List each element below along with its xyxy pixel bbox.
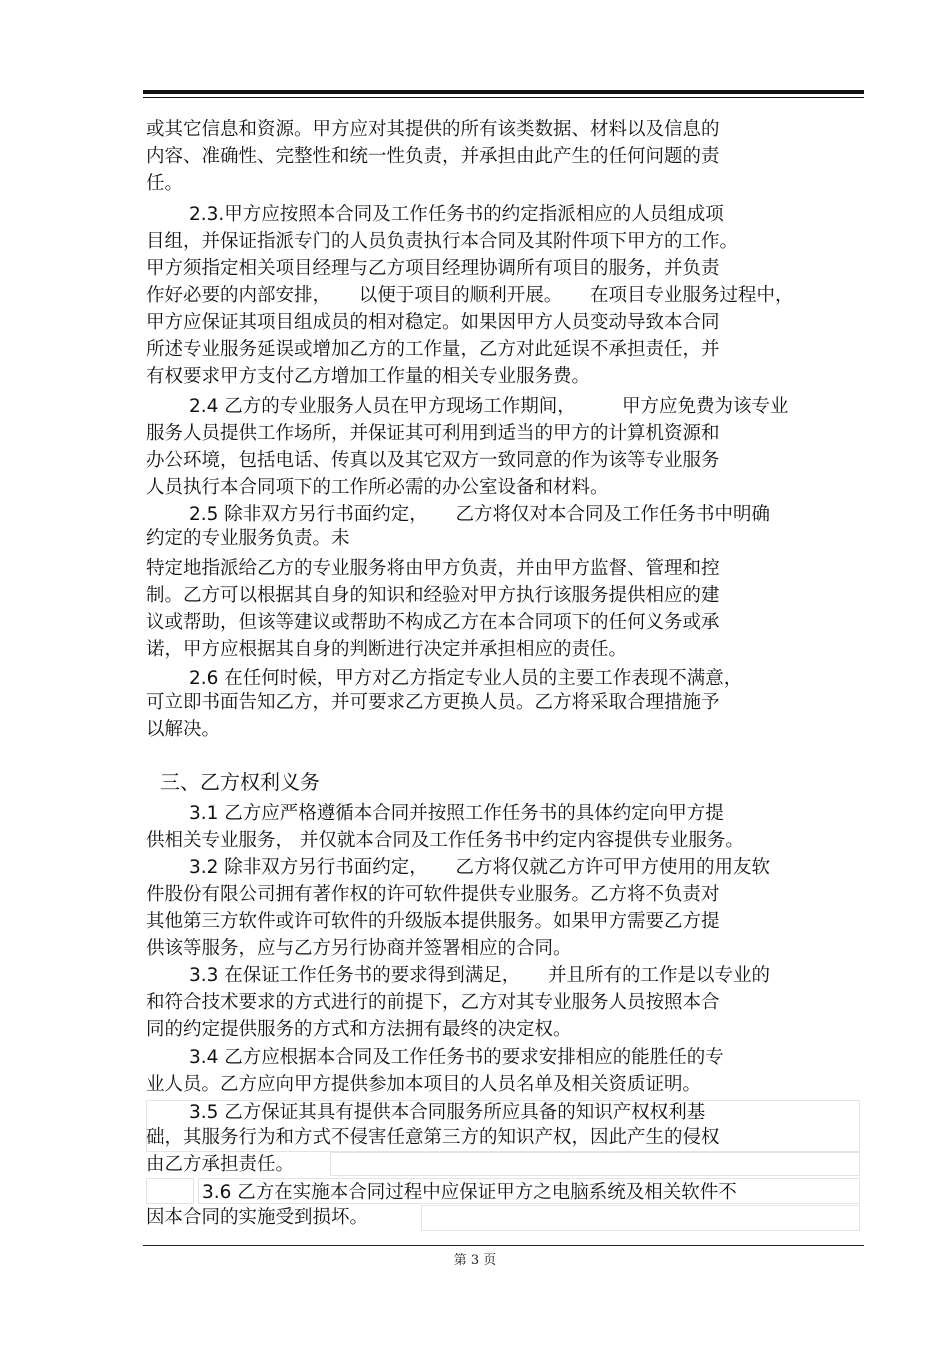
scan-artifact-box bbox=[146, 1178, 194, 1204]
clause-3-5-start: 3.5 乙方保证其具有提供本合同服务所应具备的知识产权权利基 bbox=[189, 1102, 706, 1123]
clause-3-3-start: 3.3 在保证工作任务书的要求得到满足， 并且所有的工作是以专业的 bbox=[189, 965, 771, 986]
clause-3-1-start: 3.1 乙方应严格遵循本合同并按照工作任务书的具体约定向甲方提 bbox=[189, 803, 724, 824]
paragraph-line: 同的约定提供服务的方式和方法拥有最终的决定权。 bbox=[146, 1019, 572, 1040]
clause-3-4-start: 3.4 乙方应根据本合同及工作任务书的要求安排相应的能胜任的专 bbox=[189, 1047, 724, 1068]
paragraph-line: 诺，甲方应根据其自身的判断进行决定并承担相应的责任。 bbox=[146, 639, 628, 660]
header-rule-thick bbox=[143, 90, 864, 94]
paragraph-line: 议或帮助，但该等建议或帮助不构成乙方在本合同项下的任何义务或承 bbox=[146, 612, 720, 633]
scan-artifact-box bbox=[421, 1205, 860, 1231]
paragraph-line: 和符合技术要求的方式进行的前提下，乙方对其专业服务人员按照本合 bbox=[146, 992, 720, 1013]
section-heading: 三、乙方权利义务 bbox=[160, 770, 320, 794]
paragraph-line: 由乙方承担责任。 bbox=[146, 1154, 295, 1175]
paragraph-line: 或其它信息和资源。甲方应对其提供的所有该类数据、材料以及信息的 bbox=[146, 119, 720, 140]
paragraph-line: 供该等服务，应与乙方另行协商并签署相应的合同。 bbox=[146, 938, 572, 959]
paragraph-line: 供相关专业服务， 并仅就本合同及工作任务书中约定内容提供专业服务。 bbox=[146, 830, 744, 851]
page-number: 第 3 页 bbox=[453, 1253, 497, 1268]
clause-2-6-start: 2.6 在任何时候，甲方对乙方指定专业人员的主要工作表现不满意， bbox=[189, 668, 743, 689]
header-rule-thin bbox=[143, 97, 864, 98]
clause-3-2-start: 3.2 除非双方另行书面约定， 乙方将仅就乙方许可甲方使用的用友软 bbox=[189, 857, 771, 878]
paragraph-line: 有权要求甲方支付乙方增加工作量的相关专业服务费。 bbox=[146, 366, 591, 387]
paragraph-line: 甲方应保证其项目组成员的相对稳定。如果因甲方人员变动导致本合同 bbox=[146, 312, 720, 333]
paragraph-line: 因本合同的实施受到损坏。 bbox=[146, 1207, 369, 1228]
paragraph-line: 人员执行本合同项下的工作所必需的办公室设备和材料。 bbox=[146, 477, 609, 498]
paragraph-line: 所述专业服务延误或增加乙方的工作量，乙方对此延误不承担责任，并 bbox=[146, 339, 720, 360]
clause-2-3-start: 2.3.甲方应按照本合同及工作任务书的约定指派相应的人员组成项 bbox=[189, 204, 724, 225]
paragraph-line: 甲方须指定相关项目经理与乙方项目经理协调所有项目的服务，并负责 bbox=[146, 258, 720, 279]
paragraph-line: 办公环境，包括电话、传真以及其它双方一致同意的作为该等专业服务 bbox=[146, 450, 720, 471]
paragraph-line: 础，其服务行为和方式不侵害任意第三方的知识产权，因此产生的侵权 bbox=[146, 1127, 720, 1148]
paragraph-line: 特定地指派给乙方的专业服务将由甲方负责，并由甲方监督、管理和控 bbox=[146, 558, 720, 579]
paragraph-line: 以解决。 bbox=[146, 719, 221, 740]
scan-artifact-box bbox=[330, 1152, 860, 1176]
paragraph-line: 业人员。乙方应向甲方提供参加本项目的人员名单及相关资质证明。 bbox=[146, 1074, 702, 1095]
paragraph-line: 作好必要的内部安排， 以便于项目的顺利开展。 在项目专业服务过程中， bbox=[146, 285, 794, 306]
footer-rule bbox=[143, 1245, 864, 1246]
clause-2-4-start: 2.4 乙方的专业服务人员在甲方现场工作期间， 甲方应免费为该专业 bbox=[189, 396, 789, 417]
clause-2-5-start: 2.5 除非双方另行书面约定， 乙方将仅对本合同及工作任务书中明确 bbox=[189, 504, 771, 525]
paragraph-line: 制。乙方可以根据其自身的知识和经验对甲方执行该服务提供相应的建 bbox=[146, 585, 720, 606]
paragraph-line: 件股份有限公司拥有著作权的许可软件提供专业服务。乙方将不负责对 bbox=[146, 884, 720, 905]
paragraph-line: 任。 bbox=[146, 173, 184, 194]
paragraph-line: 其他第三方软件或许可软件的升级版本提供服务。如果甲方需要乙方提 bbox=[146, 911, 720, 932]
paragraph-line: 约定的专业服务负责。未 bbox=[146, 528, 350, 549]
paragraph-line: 目组，并保证指派专门的人员负责执行本合同及其附件项下甲方的工作。 bbox=[146, 231, 739, 252]
paragraph-line: 可立即书面告知乙方，并可要求乙方更换人员。乙方将采取合理措施予 bbox=[146, 692, 720, 713]
paragraph-line: 内容、准确性、完整性和统一性负责，并承担由此产生的任何问题的责 bbox=[146, 146, 720, 167]
clause-3-6-start: 3.6 乙方在实施本合同过程中应保证甲方之电脑系统及相关软件不 bbox=[202, 1182, 737, 1203]
paragraph-line: 服务人员提供工作场所，并保证其可利用到适当的甲方的计算机资源和 bbox=[146, 423, 720, 444]
